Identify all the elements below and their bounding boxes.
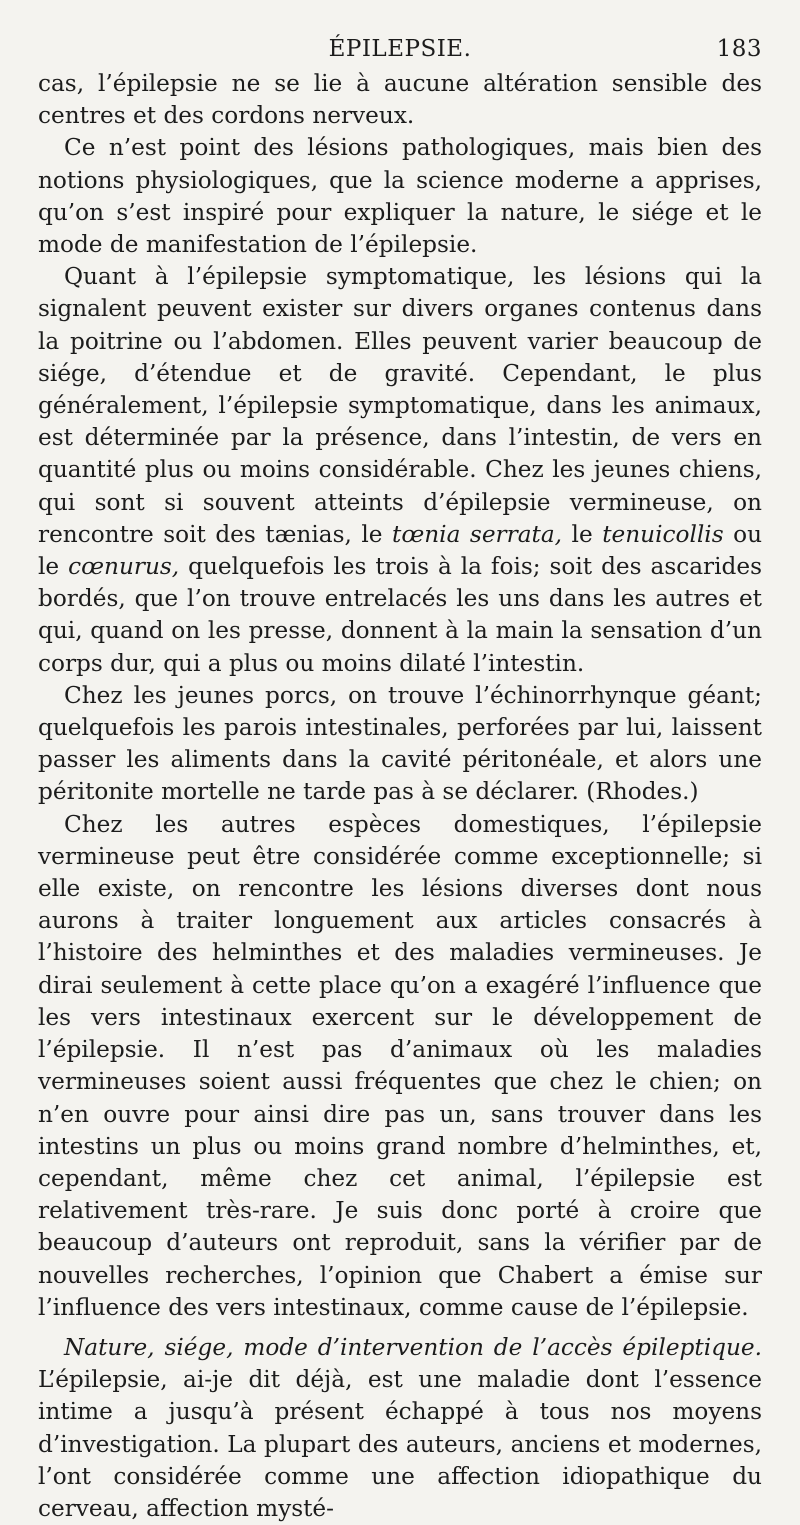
paragraph-6-text: L’épilepsie, ai-je dit déjà, est une maladie dont l’essence intime a jusqu’à présent échappé à tous nos moyens d’investigation. La plupart des auteurs, anciens et modernes, l’ont considérée comme une affection idiopathique du cerveau, affection mysté- xyxy=(38,1366,762,1522)
paragraph-3-text-a: Quant à l’épilepsie symptomatique, les lésions qui la signalent peuvent exister sur divers organes contenus dans la poitrine ou l’abdomen. Elles peuvent varier beaucoup de siége, d’étendue et de gravité. Cependant, le plus généralement, l’épilepsie symptomatique, dans les animaux, est déterminée par la présence, dans l’intestin, de vers en quantité plus ou moins considérable. Chez les jeunes chiens, qui sont si souvent atteints d’épilepsie vermineuse, on rencontre soit des tænias, le xyxy=(38,263,762,548)
paragraph-3-text-d: quelquefois les trois à la fois; soit des ascarides bordés, que l’on trouve entrelacés les uns dans les autres et qui, quand on les presse, donnent à la main la sensation d’un corps dur, qui a plus ou moins dilaté l’intestin. xyxy=(38,553,762,677)
running-title: ÉPILEPSIE. xyxy=(328,36,472,62)
paragraph-1: cas, l’épilepsie ne se lie à aucune altération sensible des centres et des cordons nerveux. xyxy=(38,70,762,130)
paragraph-5: Chez les autres espèces domestiques, l’épilepsie vermineuse peut être considérée comme exceptionnelle; si elle existe, on rencontre les lésions diverses dont nous aurons à traiter longuement aux articles consacrés à l’histoire des helminthes et des maladies vermineuses. Je dirai seulement à cette place qu’on a exagéré l’influence que les vers intestinaux exercent sur le développement de l’épilepsie. Il n’est pas d’animaux où les maladies vermineuses soient aussi fréquentes que chez le chien; on n’en ouvre pour ainsi dire pas un, sans trouver dans les intestins un plus ou moins grand nombre d’helminthes, et, cependant, même chez cet animal, l’épilepsie est relativement très-rare. Je suis donc porté à croire que beaucoup d’auteurs ont reproduit, sans la vérifier par de nouvelles recherches, l’opinion que Chabert a émise sur l’influence des vers intestinaux, comme cause de l’épilepsie. xyxy=(38,810,762,1321)
paragraph-3 xyxy=(38,261,762,680)
taxon-tenuicollis: tenuicollis xyxy=(602,520,724,548)
page-number: 183 xyxy=(716,36,762,62)
paragraph-6 xyxy=(38,1332,762,1525)
section-heading: Nature, siége, mode d’intervention de l’accès épileptique. xyxy=(64,1333,762,1361)
paragraph-2: Ce n’est point des lésions pathologiques, mais bien des notions physiologiques, que la science moderne a apprises, qu’on s’est inspiré pour expliquer la nature, le siége et le mode de manifestation de l’épilepsie. xyxy=(38,134,762,259)
paragraph-3-text-b: le xyxy=(562,520,603,548)
body-text xyxy=(38,68,762,1525)
paragraph-3-text-c: ou le xyxy=(38,520,763,581)
page-header xyxy=(38,28,762,68)
taxon-taenia-serrata: tœnia serrata, xyxy=(392,520,563,548)
taxon-coenurus: cœnurus, xyxy=(68,553,180,581)
paragraph-4: Chez les jeunes porcs, on trouve l’échinorrhynque géant; quelquefois les parois intestinales, perforées par lui, laissent passer les aliments dans la cavité péritonéale, et alors une péritonite mortelle ne tarde pas à se déclarer. (Rhodes.) xyxy=(38,681,762,806)
